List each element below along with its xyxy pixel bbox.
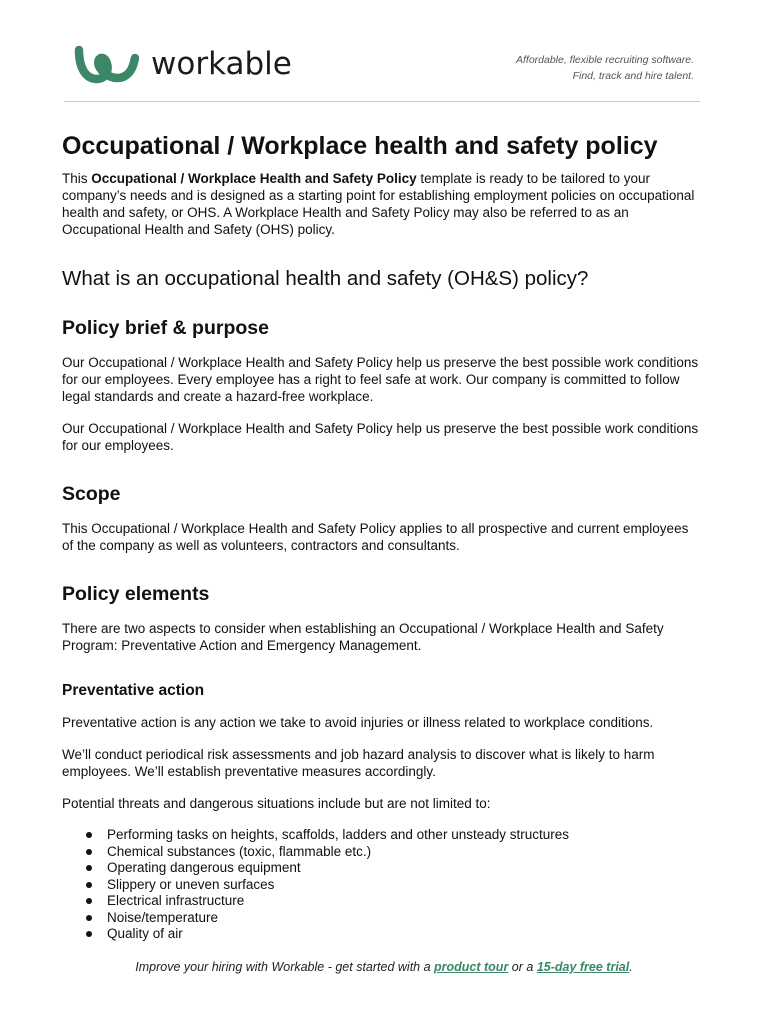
policy-brief-heading: Policy brief & purpose <box>62 317 269 339</box>
list-item: Electrical infrastructure <box>85 893 702 910</box>
intro-paragraph <box>62 170 702 238</box>
list-item: Noise/temperature <box>85 910 702 927</box>
preventative-action-heading: Preventative action <box>62 682 205 699</box>
logo-text: workable <box>151 45 292 82</box>
policy-brief-paragraph-2: Our Occupational / Workplace Health and Safety Policy help us preserve the best possible work conditions for our employees. <box>62 421 699 453</box>
preventative-paragraph-1: Preventative action is any action we take to avoid injuries or illness related to workplace conditions. <box>62 715 654 730</box>
policy-brief-paragraph-1: Our Occupational / Workplace Health and Safety Policy help us preserve the best possible work conditions for our employees. Every employee has a right to feel safe at work. Our company is committed to follow legal standards and create a hazard-free workplace. <box>62 355 699 404</box>
page-header <box>0 0 768 102</box>
list-item: Performing tasks on heights, scaffolds, ladders and other unsteady structures <box>85 827 702 844</box>
header-divider <box>64 101 700 102</box>
intro-text-end: template is ready to be tailored to your company’s needs and is designed as a starting point for establishing employment policies on occupational health and safety, or OHS. A Workplace Health and Safety Policy may also be referred to as an Occupational Health and Safety (OHS) policy. <box>62 171 695 237</box>
intro-bold-text: Occupational / Workplace Health and Safety Policy <box>91 171 417 186</box>
footer-text-start: Improve your hiring with Workable - get started with a <box>135 960 435 974</box>
threats-intro: Potential threats and dangerous situations include but are not limited to: <box>62 796 491 811</box>
list-item: Slippery or uneven surfaces <box>85 877 702 894</box>
scope-paragraph: This Occupational / Workplace Health and Safety Policy applies to all prospective and current employees of the company as well as volunteers, contractors and consultants. <box>62 521 689 553</box>
tagline-line-1: Affordable, flexible recruiting software. <box>515 54 694 66</box>
policy-elements-heading: Policy elements <box>62 583 210 605</box>
free-trial-link[interactable]: 15-day free trial <box>536 960 630 974</box>
scope-heading: Scope <box>62 483 121 505</box>
policy-elements-paragraph: There are two aspects to consider when establishing an Occupational / Workplace Health and Safety Program: Preventative Action and Emergency Management. <box>62 621 664 653</box>
intro-text-start: This <box>62 171 92 186</box>
workable-logo[interactable] <box>73 44 292 84</box>
tagline-line-2: Find, track and hire talent. <box>572 70 694 82</box>
tagline <box>516 52 694 84</box>
list-item: Chemical substances (toxic, flammable etc.) <box>85 844 702 861</box>
preventative-paragraph-2: We’ll conduct periodical risk assessments and job hazard analysis to discover what is likely to harm employees. We’ll establish preventative measures accordingly. <box>62 747 655 779</box>
footer-text-end: . <box>629 960 633 974</box>
product-tour-link[interactable]: product tour <box>434 960 509 974</box>
list-item: Operating dangerous equipment <box>85 860 702 877</box>
footer-text-middle: or a <box>508 960 537 974</box>
page-title: Occupational / Workplace health and safety policy <box>62 132 658 160</box>
threats-list <box>62 827 702 943</box>
question-heading: What is an occupational health and safety (OH&S) policy? <box>62 267 589 290</box>
workable-logo-icon <box>73 44 139 84</box>
page-footer <box>0 960 768 974</box>
list-item: Quality of air <box>85 926 702 943</box>
document-body <box>62 130 702 943</box>
